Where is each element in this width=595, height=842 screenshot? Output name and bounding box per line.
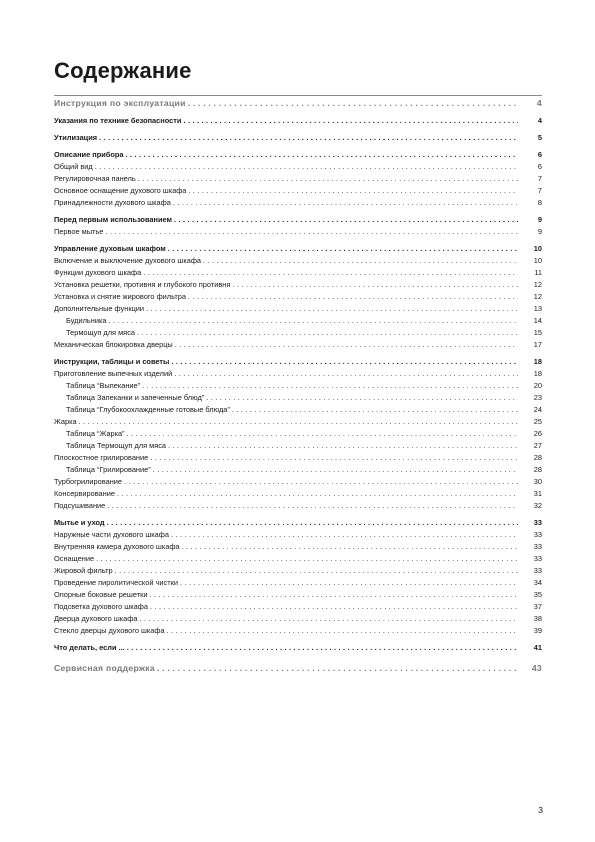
toc-entry[interactable] [54, 641, 542, 653]
toc-entry[interactable] [54, 612, 542, 624]
toc-entry[interactable] [54, 184, 542, 196]
toc-entry[interactable] [54, 439, 542, 451]
toc-leader [188, 98, 518, 108]
toc-leader [175, 340, 518, 350]
toc-entry[interactable] [54, 540, 542, 552]
toc-entry-page: 33 [533, 566, 542, 575]
toc-entry[interactable] [54, 148, 542, 160]
toc-entry-title: Таблица Термощуп для мяса [66, 441, 167, 450]
toc-leader [174, 369, 518, 379]
toc-entry-title: Механическая блокировка дверцы [54, 340, 173, 349]
toc-entry[interactable] [54, 403, 542, 415]
toc-entry-page: 28 [533, 453, 542, 462]
toc-entry-title: Перед первым использованием [54, 215, 172, 224]
toc-leader [117, 489, 518, 499]
toc-leader [173, 198, 518, 208]
toc-leader [143, 268, 518, 278]
toc-entry[interactable] [54, 451, 542, 463]
toc-leader [105, 227, 518, 237]
toc-entry-title: Установка решетки, противня и глубокого противня [54, 280, 231, 289]
toc-entry[interactable] [54, 196, 542, 208]
toc-entry-page: 33 [533, 518, 542, 527]
toc-entry[interactable] [54, 314, 542, 326]
toc-entry-page: 38 [533, 614, 542, 623]
toc-entry-title: Опорные боковые решетки [54, 590, 148, 599]
toc-entry-page: 26 [533, 429, 542, 438]
toc-entry-page: 18 [533, 369, 542, 378]
toc-entry-title: Дверца духового шкафа [54, 614, 138, 623]
toc-entry[interactable] [54, 242, 542, 254]
toc-entry-page: 24 [533, 405, 542, 414]
toc-entry-title: Включение и выключение духового шкафа [54, 256, 202, 265]
toc-entry-page: 13 [533, 304, 542, 313]
toc-entry[interactable] [54, 254, 542, 266]
toc-entry-title: Таблица “Глубокоохлажденные готовые блюда” [66, 405, 230, 414]
toc-entry-title: Оснащение [54, 554, 95, 563]
toc-entry[interactable] [54, 172, 542, 184]
toc-entry-page: 4 [537, 116, 542, 125]
toc-entry-title: Утилизация [54, 133, 98, 142]
page-title: Содержание [54, 58, 192, 83]
toc-entry-title: Первое мытье [54, 227, 104, 236]
toc-entry-page: 39 [533, 626, 542, 635]
toc-entry-page: 6 [537, 150, 542, 159]
toc-entry-title: Наружные части духового шкафа [54, 530, 169, 539]
toc-entry-title: Описание прибора [54, 150, 124, 159]
toc-leader [182, 542, 518, 552]
toc-leader [150, 602, 518, 612]
toc-entry[interactable] [54, 326, 542, 338]
toc-entry[interactable] [54, 278, 542, 290]
toc-entry-title: Подсветка духового шкафа [54, 602, 148, 611]
toc-leader [168, 244, 518, 254]
toc-entry[interactable] [54, 661, 542, 673]
toc-entry-page: 43 [531, 663, 542, 673]
toc-entry-title: Принадлежности духового шкафа [54, 198, 171, 207]
toc-entry-title: Консервирование [54, 489, 115, 498]
toc-leader [188, 292, 518, 302]
toc-leader [203, 256, 518, 266]
toc-leader [167, 626, 518, 636]
toc-entry-page: 10 [533, 244, 542, 253]
toc-entry-title: Инструкция по эксплуатации [54, 98, 186, 108]
toc-entry[interactable] [54, 379, 542, 391]
toc-entry-page: 8 [537, 198, 542, 207]
toc-leader [180, 578, 518, 588]
toc-leader [127, 643, 518, 653]
toc-entry-page: 12 [533, 280, 542, 289]
toc-entry-page: 20 [533, 381, 542, 390]
toc-entry-title: Термощуп для мяса [66, 328, 135, 337]
toc-entry-title: Проведение пиролитической чистки [54, 578, 178, 587]
toc-entry-page: 9 [537, 227, 542, 236]
toc-entry-page: 12 [533, 292, 542, 301]
toc-entry-title: Сервисная поддержка [54, 663, 155, 673]
toc-entry[interactable] [54, 487, 542, 499]
toc-leader [125, 150, 518, 160]
toc-entry-title: Турбогрилирование [54, 477, 123, 486]
toc-leader [168, 441, 518, 451]
toc-entry-title: Стекло дверцы духового шкафа [54, 626, 165, 635]
toc-leader [107, 501, 518, 511]
toc-leader [79, 417, 518, 427]
toc-entry[interactable] [54, 213, 542, 225]
toc-leader [188, 186, 518, 196]
toc-entry-page: 31 [533, 489, 542, 498]
toc-entry[interactable] [54, 516, 542, 528]
toc-entry-page: 9 [537, 215, 542, 224]
toc-entry-page: 4 [536, 98, 542, 108]
toc-entry[interactable] [54, 475, 542, 487]
toc-entry-title: Мытье и уход [54, 518, 105, 527]
toc-entry-title: Жировой фильтр [54, 566, 113, 575]
toc-entry[interactable] [54, 225, 542, 237]
toc-entry-page: 15 [533, 328, 542, 337]
toc-entry-title: Установка и снятие жирового фильтра [54, 292, 186, 301]
toc-entry[interactable] [54, 338, 542, 350]
toc-leader [183, 116, 518, 126]
toc-entry[interactable] [54, 427, 542, 439]
toc-entry-title: Указания по технике безопасности [54, 116, 182, 125]
toc-entry-page: 6 [537, 162, 542, 171]
toc-leader [138, 174, 518, 184]
toc-entry-title: Общий вид [54, 162, 93, 171]
toc-entry-page: 5 [537, 133, 542, 142]
toc-entry-page: 35 [533, 590, 542, 599]
toc-entry-title: Дополнительные функции [54, 304, 145, 313]
toc-leader [139, 614, 518, 624]
toc-entry[interactable] [54, 463, 542, 475]
toc-entry-page: 17 [533, 340, 542, 349]
toc-entry-page: 30 [533, 477, 542, 486]
toc-leader [150, 453, 518, 463]
toc-leader [115, 566, 518, 576]
toc-entry-title: Таблица “Выпекание” [66, 381, 141, 390]
toc-entry[interactable] [54, 576, 542, 588]
toc-leader [171, 357, 518, 367]
toc-entry-page: 23 [533, 393, 542, 402]
toc-entry[interactable] [54, 131, 542, 143]
toc-leader [146, 304, 518, 314]
toc-leader [96, 554, 518, 564]
toc-entry-title: Управление духовым шкафом [54, 244, 166, 253]
toc-entry[interactable] [54, 552, 542, 564]
toc-entry-title: Что делать, если ... [54, 643, 125, 652]
toc-entry-title: Жарка [54, 417, 77, 426]
toc-entry-title: Таблица “Грилирование” [66, 465, 151, 474]
toc-entry[interactable] [54, 302, 542, 314]
toc-leader [107, 518, 518, 528]
toc-entry-page: 18 [533, 357, 542, 366]
toc-entry-page: 32 [533, 501, 542, 510]
toc-entry-page: 41 [533, 643, 542, 652]
toc-entry-page: 33 [533, 542, 542, 551]
toc-entry-title: Регулировочная панель [54, 174, 136, 183]
toc-entry-title: Инструкции, таблицы и советы [54, 357, 170, 366]
toc-entry[interactable] [54, 588, 542, 600]
toc-entry-title: Плоскостное грилирование [54, 453, 149, 462]
toc-entry-title: Внутренняя камера духового шкафа [54, 542, 180, 551]
toc-leader [95, 162, 518, 172]
toc-entry-title: Подсушивание [54, 501, 106, 510]
toc-entry[interactable] [54, 290, 542, 302]
toc-entry-title: Будильника [66, 316, 107, 325]
toc-entry-title: Приготовление выпечных изделий [54, 369, 173, 378]
toc-entry-title: Функции духового шкафа [54, 268, 142, 277]
toc-entry-page: 37 [533, 602, 542, 611]
toc-entry-page: 33 [533, 530, 542, 539]
toc-leader [206, 393, 518, 403]
toc-entry-page: 27 [533, 441, 542, 450]
toc-entry[interactable] [54, 528, 542, 540]
toc-entry[interactable] [54, 367, 542, 379]
toc-leader [232, 280, 518, 290]
toc-leader [174, 215, 518, 225]
toc-leader [127, 429, 518, 439]
toc-leader [232, 405, 518, 415]
toc-entry-page: 14 [533, 316, 542, 325]
toc-entry-page: 11 [534, 268, 542, 277]
toc-entry[interactable] [54, 624, 542, 636]
toc-entry[interactable] [54, 114, 542, 126]
toc-entry-page: 25 [533, 417, 542, 426]
toc-entry-page: 7 [537, 174, 542, 183]
toc-leader [153, 465, 518, 475]
toc-entry[interactable] [54, 499, 542, 511]
page-number: 3 [538, 805, 543, 815]
toc-entry-page: 33 [533, 554, 542, 563]
toc-entry-title: Таблица Запеканки и запеченные блюд” [66, 393, 205, 402]
toc-entry[interactable] [54, 266, 542, 278]
toc-entry[interactable] [54, 564, 542, 576]
toc-entry-page: 34 [533, 578, 542, 587]
toc-entry[interactable] [54, 600, 542, 612]
toc-leader [99, 133, 518, 143]
toc-leader [142, 381, 518, 391]
toc-leader [171, 530, 518, 540]
toc-entry-page: 28 [533, 465, 542, 474]
toc-entry-title: Основное оснащение духового шкафа [54, 186, 187, 195]
toc-entry[interactable] [54, 391, 542, 403]
toc-entry[interactable] [54, 160, 542, 172]
toc-leader [149, 590, 518, 600]
toc-leader [124, 477, 518, 487]
toc-entry[interactable] [54, 415, 542, 427]
toc-leader [137, 328, 518, 338]
toc-entry[interactable] [54, 96, 542, 108]
toc-leader [157, 663, 518, 673]
toc-entry-page: 10 [533, 256, 542, 265]
toc-entry[interactable] [54, 355, 542, 367]
toc-leader [108, 316, 518, 326]
toc-entry-title: Таблица “Жарка” [66, 429, 125, 438]
toc-entry-page: 7 [537, 186, 542, 195]
